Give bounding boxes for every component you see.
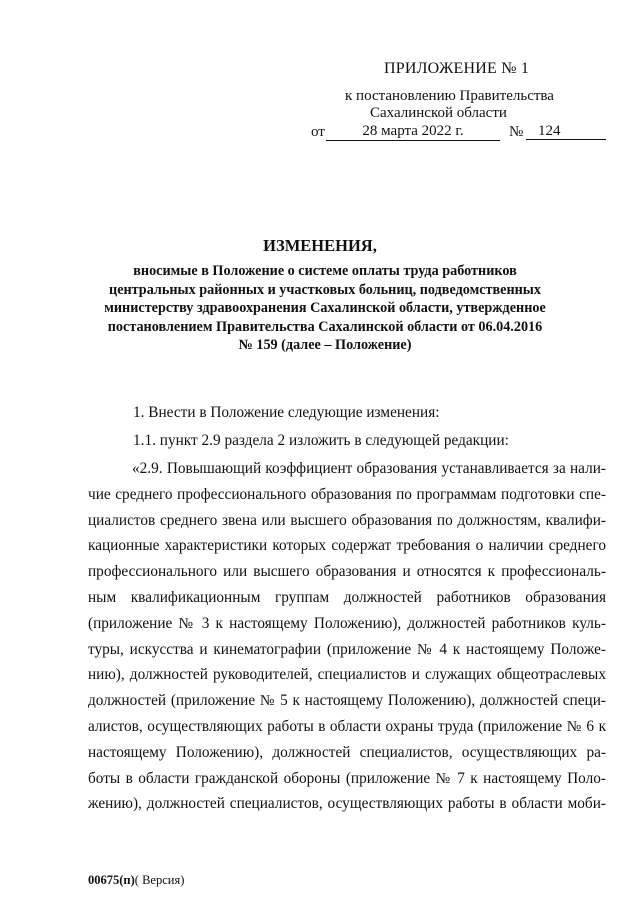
subheading-line: постановлением Правительства Сахалинской области от 06.04.2016 [107,318,543,335]
subheading-line: министерству здравоохранения Сахалинской области, утвержденное [104,300,546,316]
annex-line-1: к постановлению Правительства [345,88,554,104]
date-label: от [311,124,325,140]
paragraph-1: 1. Внести в Положение следующие изменения: [133,404,440,421]
number-label: № [509,124,524,140]
body-line: нию), должностей руководителей, специалистов и служащих общеотраслевых [88,666,606,684]
document-code: 00675(п) [88,873,135,887]
subheading-line: № 159 (далее – Положение) [238,337,412,353]
subheading-line: вносимые в Положение о системе оплаты труда работников [133,263,517,279]
body-line: циалистов среднего звена или высшего образования по должностям, квалифи- [88,511,606,529]
body-line: «2.9. Повышающий коэффициент образования устанавливается за нали- [132,460,606,477]
body-line: туры, искусства и кинематографии (приложение № 4 к настоящему Положе- [88,640,606,658]
body-line: профессионального или высшего образования и относятся к профессиональ- [88,563,606,581]
document-footer [88,873,184,888]
body-line: алистов, осуществляющих работы в области охраны труда (приложение № 6 к [88,717,606,735]
document-version: ( Версия) [134,873,185,887]
body-line: жению), должностей специалистов, осуществляющих работы в области моби- [88,795,606,813]
annex-line-2: Сахалинской области [370,105,507,121]
body-line: (приложение № 3 к настоящему Положению), должностей работников куль- [88,614,606,632]
body-line: настоящему Положению), должностей специалистов, осуществляющих ра- [88,743,606,761]
document-heading: ИЗМЕНЕНИЯ, [263,236,377,255]
paragraph-2-9-text [88,456,606,817]
body-line: кационные характеристики которых содержат требования о наличии среднего [88,537,606,555]
document-subheading [90,262,560,355]
decree-number: 124 [526,122,606,140]
decree-date: 28 марта 2022 г. [326,122,500,141]
body-line: боты в области гражданской обороны (приложение № 7 к настоящему Поло- [88,769,606,787]
body-line: должностей (приложение № 5 к настоящему Положению), должностей специ- [88,692,606,710]
paragraph-1-1: 1.1. пункт 2.9 раздела 2 изложить в следующей редакции: [133,432,509,449]
subheading-line: центральных районных и участковых больниц, подведомственных [109,281,541,298]
body-line: чие среднего профессионального образования по программам подготовки спе- [88,485,606,503]
body-line: ным квалификационным группам должностей работников образования [88,588,606,606]
annex-title: ПРИЛОЖЕНИЕ № 1 [384,60,530,77]
